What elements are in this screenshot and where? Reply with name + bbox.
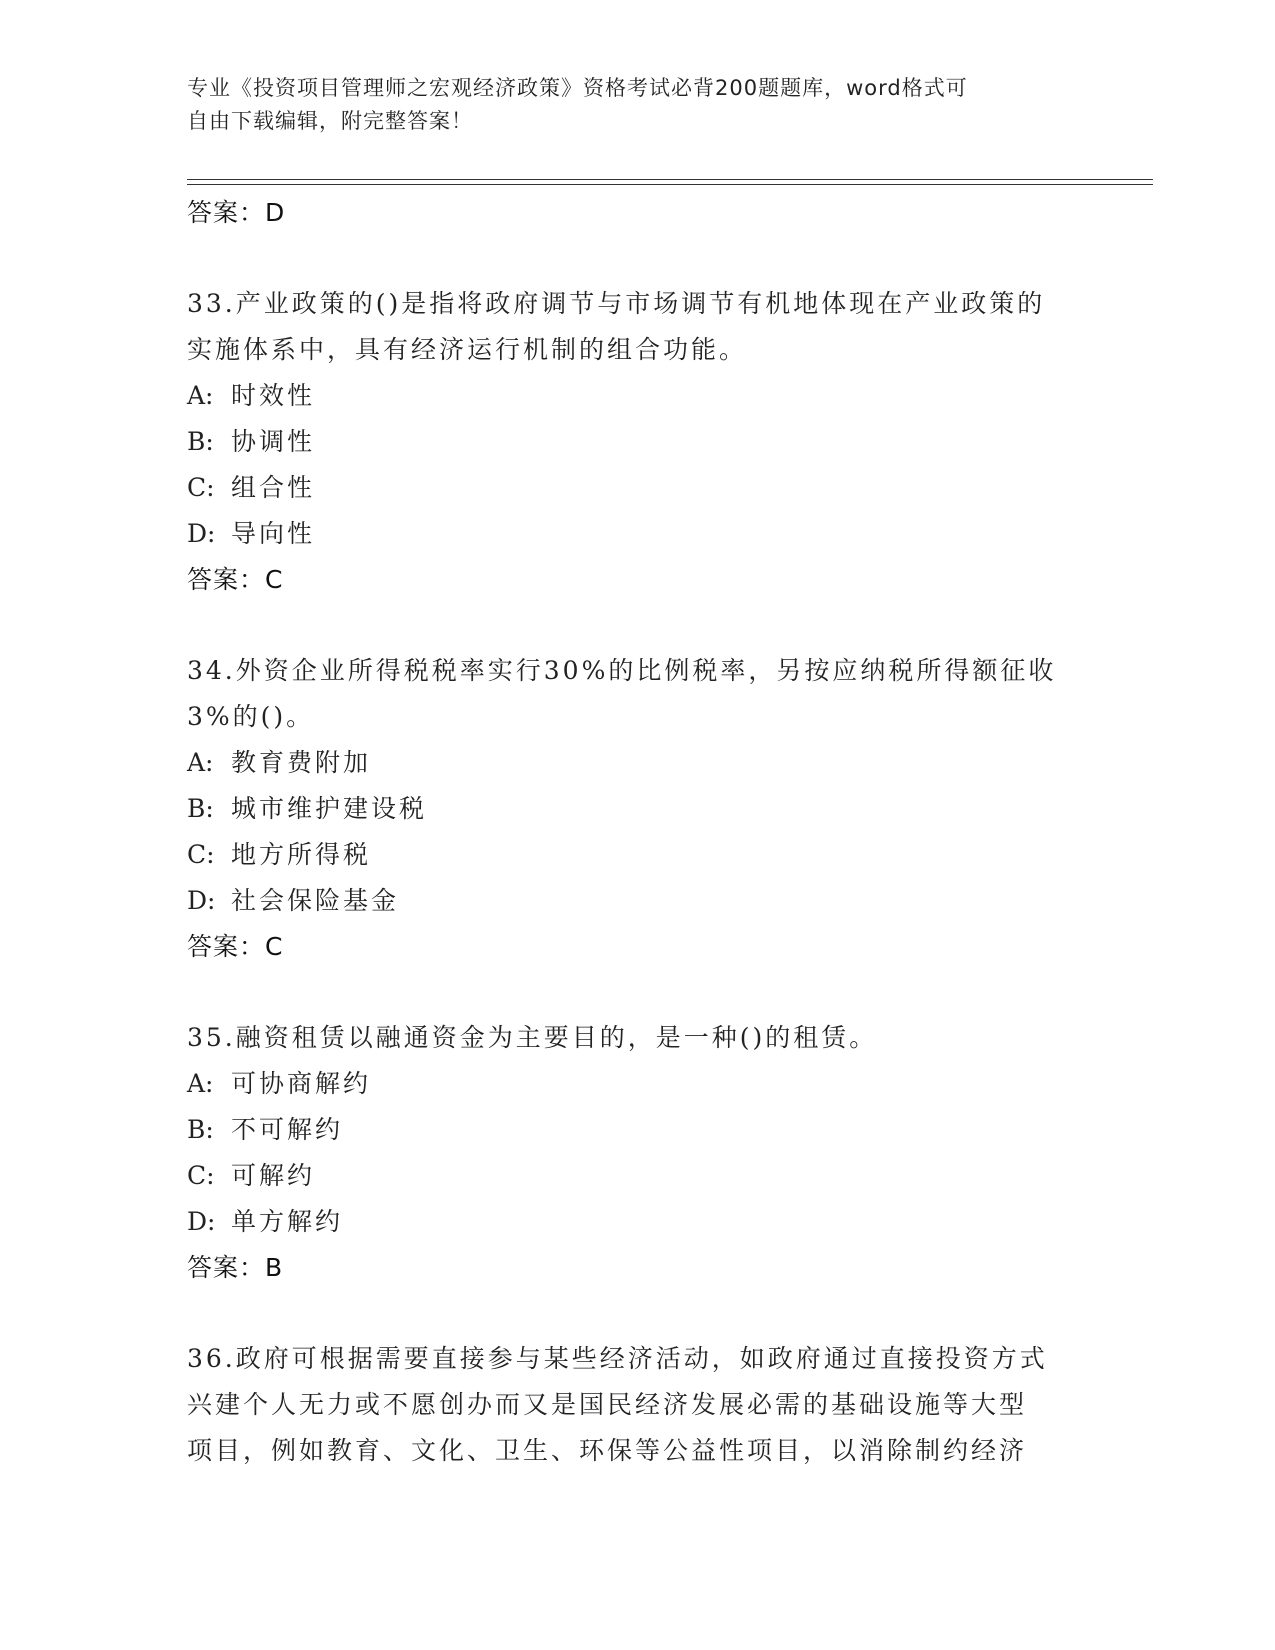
option-label: A: bbox=[187, 748, 214, 777]
question-line: 实施体系中，具有经济运行机制的组合功能。 bbox=[187, 335, 748, 364]
option-text: 教育费附加 bbox=[231, 748, 372, 777]
option-label: D: bbox=[187, 886, 216, 915]
option-c bbox=[187, 465, 1087, 511]
option-d bbox=[187, 878, 1087, 924]
question-line: 36.政府可根据需要直接参与某些经济活动，如政府通过直接投资方式 bbox=[187, 1344, 1048, 1373]
option-text: 不可解约 bbox=[231, 1115, 344, 1144]
header-rule-bottom bbox=[187, 184, 1153, 185]
option-b bbox=[187, 1107, 1087, 1153]
header-rule-top bbox=[187, 179, 1153, 180]
question-line: 兴建个人无力或不愿创办而又是国民经济发展必需的基础设施等大型 bbox=[187, 1390, 1028, 1419]
option-b bbox=[187, 419, 1087, 465]
option-text: 可协商解约 bbox=[231, 1069, 372, 1098]
option-a bbox=[187, 1061, 1087, 1107]
option-label: C: bbox=[187, 473, 215, 502]
question-line: 33.产业政策的()是指将政府调节与市场调节有机地体现在产业政策的 bbox=[187, 289, 1046, 318]
option-text: 城市维护建设税 bbox=[231, 794, 428, 823]
option-label: A: bbox=[187, 1069, 214, 1098]
option-text: 单方解约 bbox=[231, 1207, 344, 1236]
answer: 答案：C bbox=[187, 932, 284, 961]
option-text: 导向性 bbox=[231, 519, 316, 548]
question-line: 35.融资租赁以融通资金为主要目的，是一种()的租赁。 bbox=[187, 1023, 878, 1052]
document-header bbox=[187, 72, 1067, 138]
option-label: D: bbox=[187, 519, 216, 548]
option-text: 时效性 bbox=[231, 381, 316, 410]
option-a bbox=[187, 373, 1087, 419]
answer: 答案：B bbox=[187, 1253, 284, 1282]
option-text: 社会保险基金 bbox=[231, 886, 400, 915]
question-line: 3%的()。 bbox=[187, 702, 315, 731]
option-label: B: bbox=[187, 1115, 214, 1144]
option-c bbox=[187, 1153, 1087, 1199]
option-label: B: bbox=[187, 427, 214, 456]
spacer bbox=[187, 970, 1087, 1015]
spacer bbox=[187, 1291, 1087, 1336]
question-list bbox=[187, 190, 1087, 1474]
spacer bbox=[187, 603, 1087, 648]
option-label: A: bbox=[187, 381, 214, 410]
question-line: 34.外资企业所得税税率实行30%的比例税率，另按应纳税所得额征收 bbox=[187, 656, 1057, 685]
option-a bbox=[187, 740, 1087, 786]
option-label: C: bbox=[187, 1161, 215, 1190]
option-d bbox=[187, 511, 1087, 557]
option-text: 地方所得税 bbox=[231, 840, 372, 869]
option-label: C: bbox=[187, 840, 215, 869]
question-block bbox=[187, 648, 1087, 970]
header-line-1: 专业《投资项目管理师之宏观经济政策》资格考试必背200题题库，word格式可 bbox=[187, 76, 968, 100]
option-b bbox=[187, 786, 1087, 832]
option-text: 可解约 bbox=[231, 1161, 316, 1190]
option-text: 协调性 bbox=[231, 427, 316, 456]
question-block bbox=[187, 1015, 1087, 1291]
header-line-2: 自由下载编辑，附完整答案！ bbox=[187, 109, 473, 133]
option-label: B: bbox=[187, 794, 214, 823]
question-block bbox=[187, 1336, 1087, 1474]
spacer bbox=[187, 236, 1087, 281]
previous-answer: 答案：D bbox=[187, 198, 286, 227]
option-c bbox=[187, 832, 1087, 878]
option-label: D: bbox=[187, 1207, 216, 1236]
answer: 答案：C bbox=[187, 565, 284, 594]
question-line: 项目，例如教育、文化、卫生、环保等公益性项目，以消除制约经济 bbox=[187, 1436, 1028, 1465]
option-text: 组合性 bbox=[231, 473, 316, 502]
option-d bbox=[187, 1199, 1087, 1245]
question-block bbox=[187, 281, 1087, 603]
